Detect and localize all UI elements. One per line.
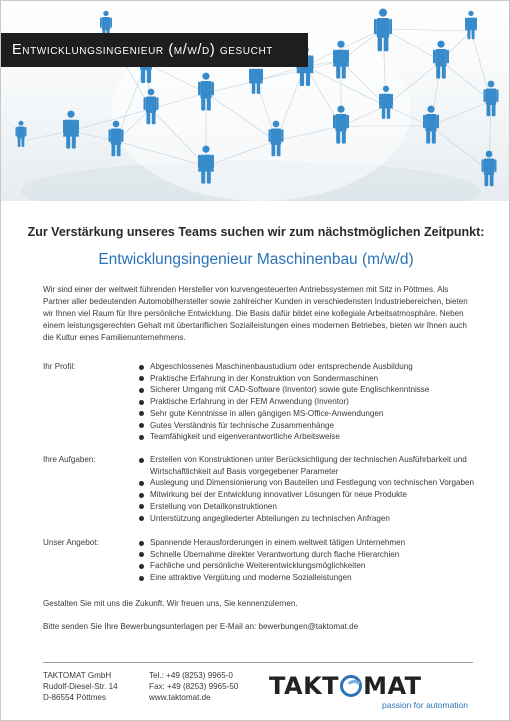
- company-description: Wir sind einer der weltweit führenden Hersteller von kurvengesteuerten Antriebssystemen mit Sitz in Pöttmes. Als Partner aller bedeutenden Automobilhersteller sowie zahlreicher Kunden in verschiedensten Industriebereichen, bieten wir Ihnen viel Raum für Ihre persönliche Entwicklung. Die Basis dafür bildet eine kollegiale Arbeitsatmosphäre. Neben einem leistungsgerechten Gehalt mit übertariflichen Sozialleistungen eines modernen Betriebes, bieten wir Ihnen auch die Kultur eines Familienunternehmens.: [43, 285, 468, 343]
- profile-list: [139, 361, 479, 443]
- person-icon: [433, 41, 449, 79]
- person-icon: [374, 9, 392, 52]
- logo-wordmark: [269, 673, 474, 699]
- closing-text: Gestalten Sie mit uns die Zukunft. Wir freuen uns, Sie kennenzulernen.: [43, 599, 298, 608]
- logo-text-left: TAKT: [269, 672, 340, 700]
- footer-city: D-86554 Pöttmes: [43, 693, 106, 702]
- offer-label: Unser Angebot:: [43, 538, 99, 547]
- list-item: Erstellen von Konstruktionen unter Berücksichtigung der technischen Ausführbarkeit und Wirtschaftlichkeit auf Basis vorgegebener Parameter: [139, 454, 479, 477]
- list-item: Sehr gute Kenntnisse in allen gängigen MS-Office-Anwendungen: [139, 408, 479, 420]
- offer-list: [139, 537, 479, 584]
- list-item: Spannende Herausforderungen in einem weltweit tätigen Unternehmen: [139, 537, 479, 549]
- title-bar: [1, 33, 308, 67]
- logo-o-icon: [340, 675, 362, 697]
- footer-contact: [149, 670, 238, 703]
- profile-label: Ihr Profil:: [43, 362, 76, 371]
- logo-text-right: MAT: [363, 672, 422, 700]
- list-item: Gutes Verständnis für technische Zusammenhänge: [139, 420, 479, 432]
- person-icon: [63, 111, 79, 149]
- list-item: Mitwirkung bei der Entwicklung innovativer Lösungen für neue Produkte: [139, 489, 479, 501]
- list-item: Teamfähigkeit und eigenverantwortliche Arbeitsweise: [139, 431, 479, 443]
- list-item: Fachliche und persönliche Weiterentwicklungsmöglichkeiten: [139, 560, 479, 572]
- list-item: Eine attraktive Vergütung und moderne Sozialleistungen: [139, 572, 479, 584]
- page-title: Entwicklungsingenieur (m/w/d) gesucht: [12, 42, 273, 58]
- footer-fax: Fax: +49 (8253) 9965-50: [149, 682, 239, 691]
- list-item: Praktische Erfahrung in der FEM Anwendung (Inventor): [139, 396, 479, 408]
- list-item: Praktische Erfahrung in der Konstruktion von Sondermaschinen: [139, 373, 479, 385]
- list-item: Schnelle Übernahme direkter Verantwortung durch flache Hierarchien: [139, 549, 479, 561]
- tasks-label: Ihre Aufgaben:: [43, 455, 96, 464]
- person-icon: [482, 151, 497, 187]
- footer-website[interactable]: www.taktomat.de: [149, 693, 211, 702]
- intro-heading: Zur Verstärkung unseres Teams suchen wir zum nächstmöglichen Zeitpunkt:: [27, 225, 485, 239]
- list-item: Sicherer Umgang mit CAD-Software (Inventor) sowie gute Englischkenntnisse: [139, 384, 479, 396]
- footer-street: Rudolf-Diesel-Str. 14: [43, 682, 118, 691]
- list-item: Auslegung und Dimensionierung von Bauteilen und Festlegung von technischen Vorgaben: [139, 477, 479, 489]
- logo-tagline: passion for automation: [382, 700, 468, 710]
- footer-divider: [43, 662, 473, 663]
- person-icon: [16, 121, 27, 147]
- tasks-list: [139, 454, 479, 524]
- apply-text: Bitte senden Sie Ihre Bewerbungsunterlagen per E-Mail an: bewerbungen@taktomat.de: [43, 622, 359, 631]
- hero-network-image: [1, 1, 510, 201]
- taktomat-logo: [269, 673, 474, 713]
- footer-address: [43, 670, 118, 703]
- list-item: Unterstützung angegliederter Abteilungen zu technischen Anfragen: [139, 513, 479, 525]
- list-item: Abgeschlossenes Maschinenbaustudium oder entsprechende Ausbildung: [139, 361, 479, 373]
- list-item: Erstellung von Detailkonstruktionen: [139, 501, 479, 513]
- people-network-illustration: [1, 1, 510, 201]
- job-title: Entwicklungsingenieur Maschinenbau (m/w/d): [98, 251, 414, 268]
- footer-phone: Tel.: +49 (8253) 9965-0: [149, 671, 233, 680]
- footer-company: TAKTOMAT GmbH: [43, 671, 112, 680]
- person-icon: [423, 106, 439, 144]
